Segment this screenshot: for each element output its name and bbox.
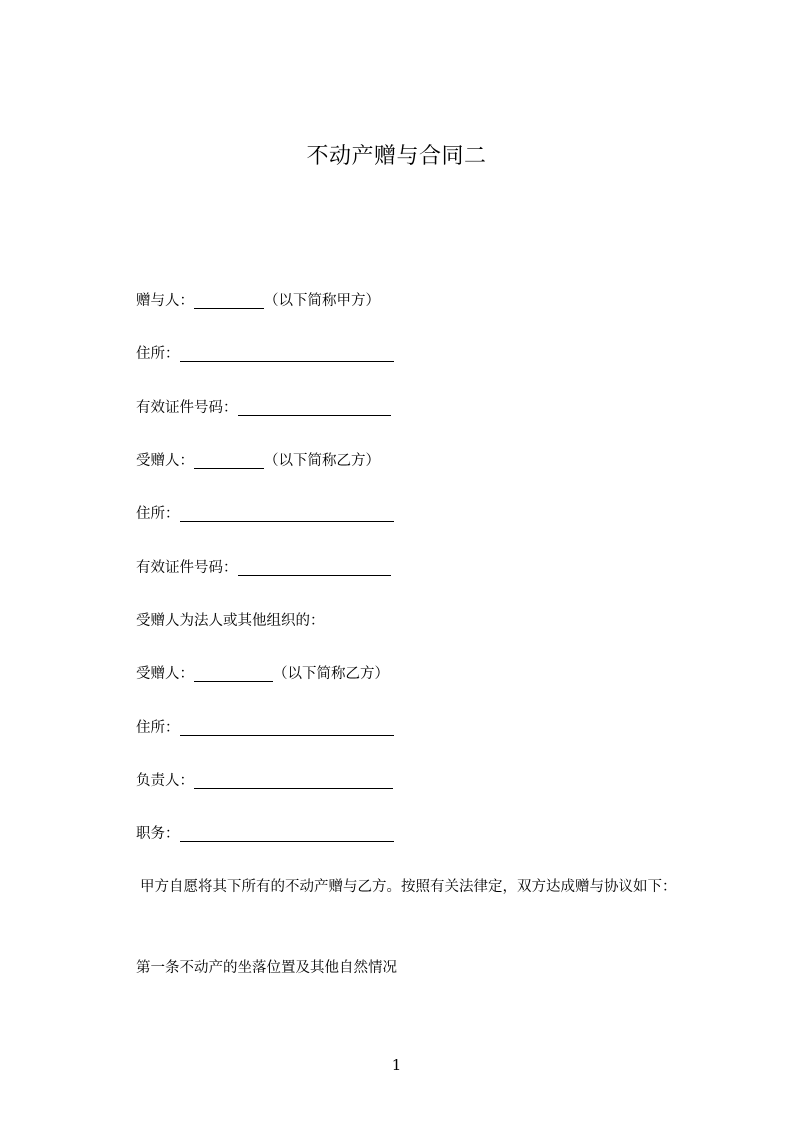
- donor-id-blank[interactable]: [238, 399, 391, 416]
- donee-id-field: [136, 558, 391, 578]
- org-donee-suffix: （以下简称乙方）: [273, 666, 389, 682]
- org-address-blank[interactable]: [180, 719, 394, 736]
- donor-label: 赠与人：: [136, 293, 194, 309]
- donee-address-blank[interactable]: [180, 505, 394, 522]
- article-1-heading: 第一条不动产的坐落位置及其他自然情况: [136, 960, 397, 976]
- org-note: [136, 611, 325, 631]
- donor-address-label: 住所：: [136, 346, 180, 362]
- donee-blank[interactable]: [194, 452, 264, 469]
- intro-paragraph: 甲方自愿将其下所有的不动产赠与乙方。按照有关法律定，双方达成赠与协议如下：: [140, 879, 677, 895]
- org-position-label: 职务：: [136, 826, 180, 842]
- donee-id-blank[interactable]: [238, 559, 391, 576]
- donee-address-field: [136, 504, 394, 524]
- donee-id-label: 有效证件号码：: [136, 560, 238, 576]
- org-address-field: [136, 718, 394, 738]
- org-responsible-blank[interactable]: [194, 772, 393, 789]
- donor-address-field: [136, 344, 394, 364]
- org-donee-blank[interactable]: [194, 665, 273, 682]
- donee-label: 受赠人：: [136, 453, 194, 469]
- donor-blank[interactable]: [194, 292, 264, 309]
- org-position-blank[interactable]: [180, 825, 394, 842]
- donor-field: [136, 291, 380, 311]
- org-donee-label: 受赠人：: [136, 666, 194, 682]
- org-note-text: 受赠人为法人或其他组织的：: [136, 613, 325, 629]
- document-title: 不动产赠与合同二: [306, 144, 487, 169]
- donee-field: [136, 451, 380, 471]
- donor-id-label: 有效证件号码：: [136, 400, 238, 416]
- org-donee-field: [136, 664, 389, 684]
- org-address-label: 住所：: [136, 720, 180, 736]
- donee-address-label: 住所：: [136, 506, 180, 522]
- donor-id-field: [136, 398, 391, 418]
- org-responsible-label: 负责人：: [136, 773, 194, 789]
- org-responsible-field: [136, 771, 393, 791]
- org-position-field: [136, 824, 394, 844]
- donor-address-blank[interactable]: [180, 345, 394, 362]
- page-number: 1: [391, 1056, 402, 1074]
- donor-suffix: （以下简称甲方）: [264, 293, 380, 309]
- donee-suffix: （以下简称乙方）: [264, 453, 380, 469]
